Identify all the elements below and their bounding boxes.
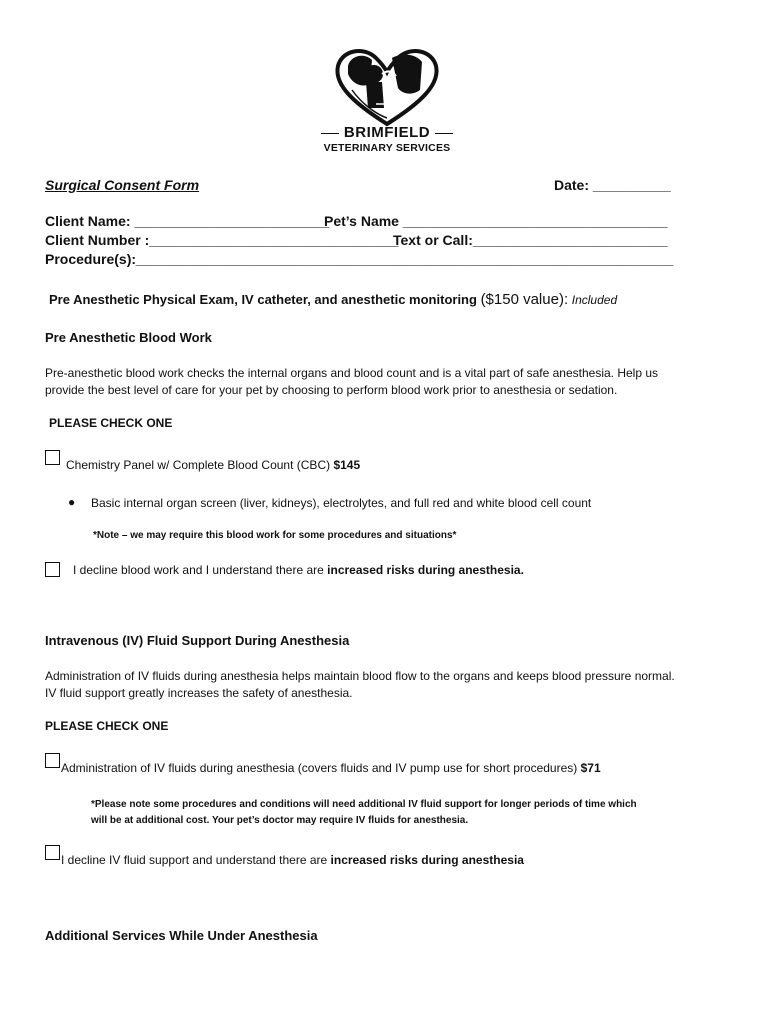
decline-iv-fluids-bold: increased risks during anesthesia <box>330 853 524 867</box>
decline-blood-work-checkbox[interactable] <box>45 562 60 577</box>
iv-fluids-check-one: PLEASE CHECK ONE <box>45 719 169 733</box>
blood-work-description-line2: provide the best level of care for your pet by choosing to perform blood work prior to anesthesia or sedation. <box>45 383 618 397</box>
iv-fluids-option <box>61 760 601 777</box>
client-number-field[interactable]: Client Number :________________________________ <box>45 232 399 248</box>
decline-iv-fluids-label: I decline IV fluid support and understand there are <box>61 853 328 867</box>
chemistry-panel-option <box>66 457 360 474</box>
blood-work-bullet-text: Basic internal organ screen (liver, kidneys), electrolytes, and full red and white blood cell count <box>91 496 592 510</box>
decline-iv-fluids-option <box>61 852 524 869</box>
client-name-field[interactable]: Client Name: _________________________ <box>45 213 330 229</box>
iv-fluids-heading: Intravenous (IV) Fluid Support During Anesthesia <box>45 633 350 648</box>
heart-with-dog-cat-and-rider-icon <box>312 44 462 128</box>
decline-blood-work-option <box>73 562 524 579</box>
iv-fluids-description-line2: IV fluid support greatly increases the safety of anesthesia. <box>45 686 353 700</box>
decline-blood-work-label: I decline blood work and I understand there are <box>73 563 324 577</box>
blood-work-description-line1: Pre-anesthetic blood work checks the internal organs and blood count and is a vital part of safe anesthesia. Help us <box>45 366 659 380</box>
iv-fluids-note-line1: *Please note some procedures and conditions will need additional IV fluid support for longer periods of time which <box>91 799 637 810</box>
blood-work-note: *Note – we may require this blood work for some procedures and situations* <box>93 530 457 541</box>
chemistry-panel-checkbox[interactable] <box>45 450 60 465</box>
iv-fluids-note-line2: will be at additional cost. Your pet’s doctor may require IV fluids for anesthesia. <box>91 815 469 826</box>
chemistry-panel-price: $145 <box>333 458 361 472</box>
iv-fluids-checkbox[interactable] <box>45 753 60 768</box>
blood-work-heading: Pre Anesthetic Blood Work <box>45 330 212 345</box>
brand-subtitle: VETERINARY SERVICES <box>323 142 451 154</box>
decline-blood-work-bold: increased risks during anesthesia. <box>327 563 524 577</box>
decline-iv-fluids-checkbox[interactable] <box>45 845 60 860</box>
bullet-dot: ● <box>68 495 76 509</box>
iv-fluids-price: $71 <box>580 761 601 775</box>
pre-exam-value: ($150 value): <box>480 291 569 308</box>
iv-fluids-label: Administration of IV fluids during anesthesia (covers fluids and IV pump use for short procedures) <box>61 761 578 775</box>
chemistry-panel-label: Chemistry Panel w/ Complete Blood Count (CBC) <box>66 458 331 472</box>
pre-exam-label: Pre Anesthetic Physical Exam, IV catheter, and anesthetic monitoring <box>49 292 477 307</box>
brand-name: BRIMFIELD <box>312 124 462 141</box>
text-or-call-field[interactable]: Text or Call:_________________________ <box>393 232 668 248</box>
iv-fluids-description-line1: Administration of IV fluids during anesthesia helps maintain blood flow to the organs and keeps blood pressure normal. <box>45 669 675 683</box>
additional-services-heading: Additional Services While Under Anesthesia <box>45 928 318 943</box>
pre-exam-included: Included <box>571 293 618 307</box>
blood-work-check-one: PLEASE CHECK ONE <box>49 416 173 430</box>
pre-exam-line <box>49 291 617 308</box>
procedures-field[interactable]: Procedure(s):_____________________________________________________________________ <box>45 251 674 267</box>
pets-name-field[interactable]: Pet’s Name __________________________________ <box>324 213 668 229</box>
form-title: Surgical Consent Form <box>45 177 200 193</box>
date-field[interactable]: Date: __________ <box>554 177 671 193</box>
